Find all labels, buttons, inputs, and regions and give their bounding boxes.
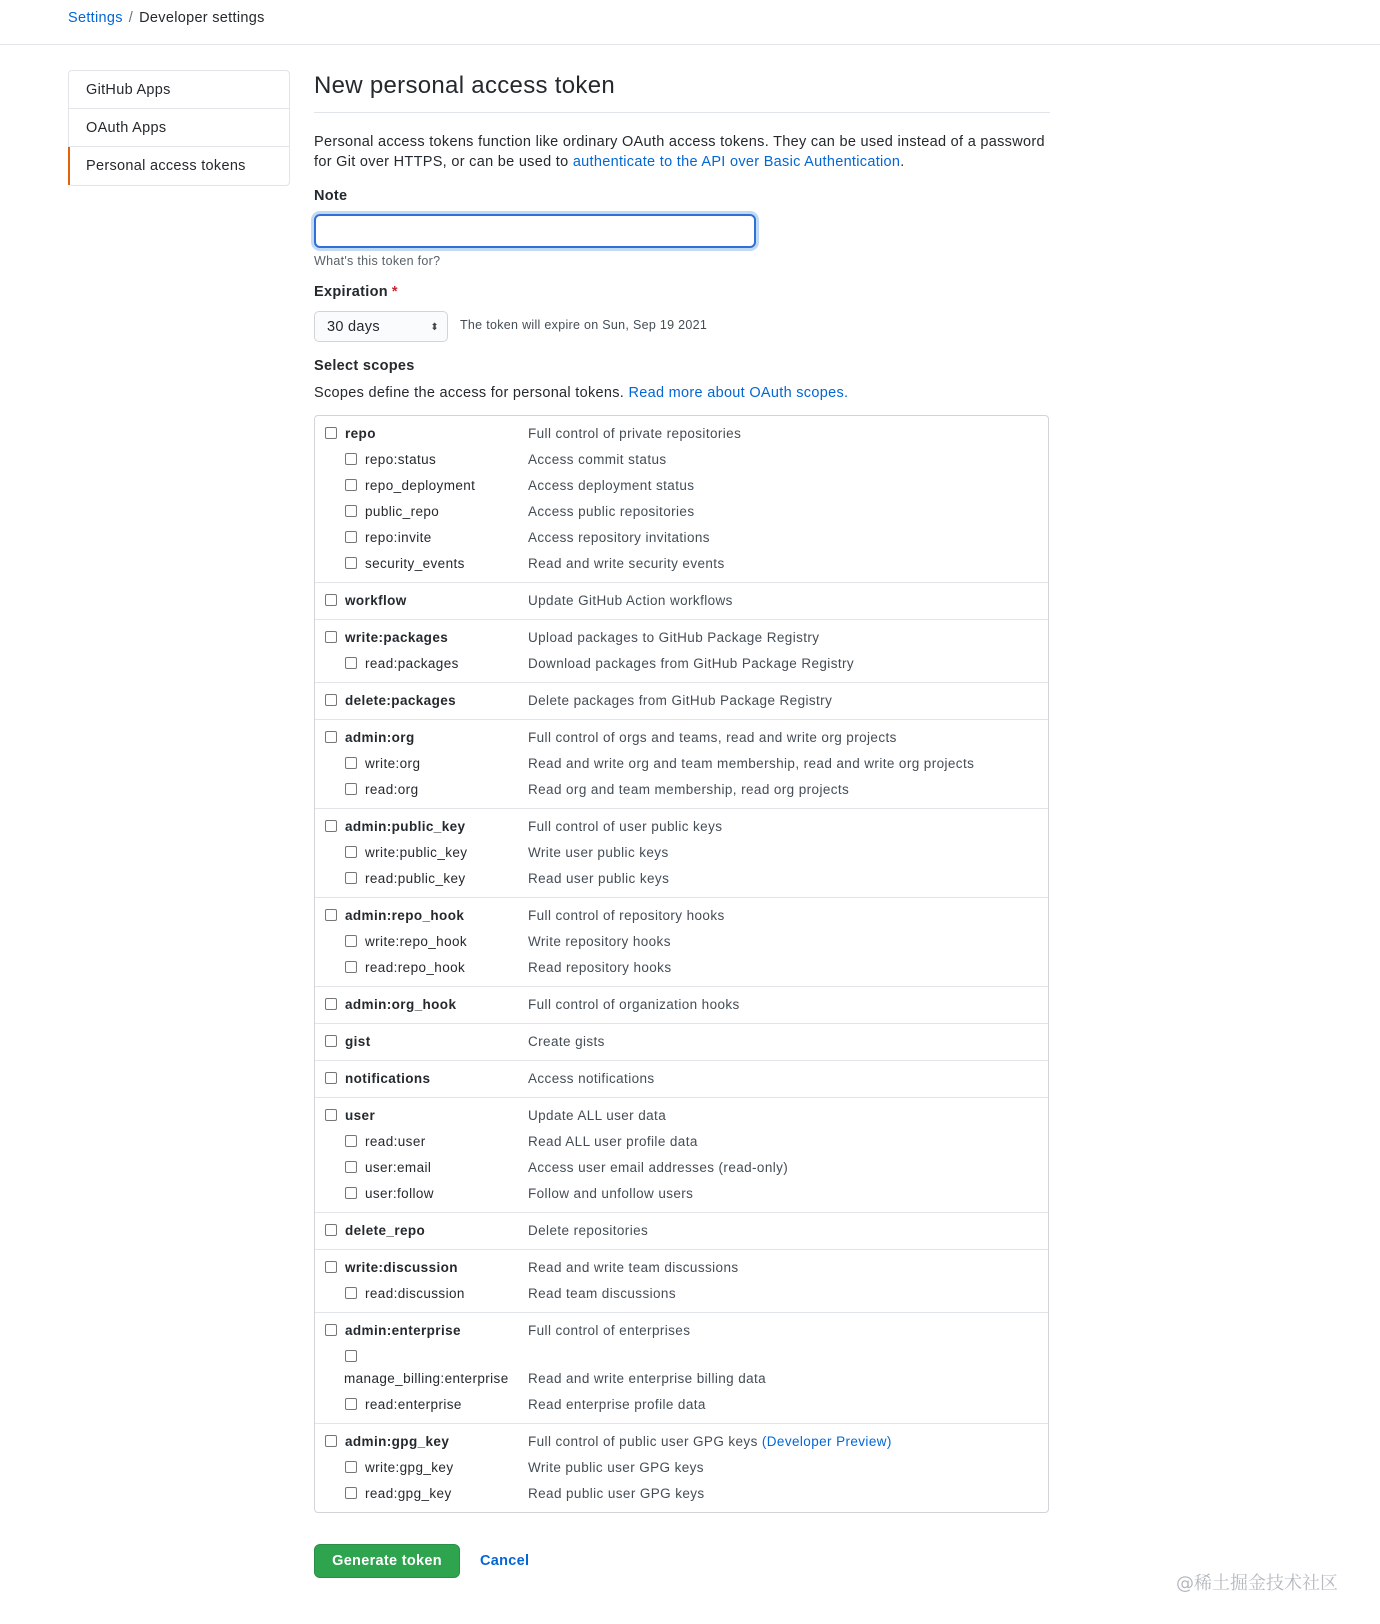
scope-checkbox[interactable] bbox=[345, 961, 357, 973]
scope-name: admin:repo_hook bbox=[345, 908, 465, 923]
intro-end: . bbox=[900, 154, 905, 170]
scope-name: public_repo bbox=[365, 504, 440, 519]
scopes-desc-text: Scopes define the access for personal tokens. bbox=[314, 385, 629, 401]
scope-checkbox[interactable] bbox=[345, 479, 357, 491]
scope-description-text: Full control of private repositories bbox=[528, 426, 742, 441]
scope-description bbox=[528, 1034, 605, 1049]
scope-description bbox=[528, 1160, 788, 1175]
sub-scope-row bbox=[315, 839, 1048, 865]
scope-name: gist bbox=[345, 1034, 371, 1049]
scope-description bbox=[528, 426, 741, 441]
scope-description bbox=[528, 452, 667, 467]
scope-checkbox[interactable] bbox=[345, 557, 357, 569]
scope-checkbox[interactable] bbox=[345, 846, 357, 858]
scope-row bbox=[315, 1065, 1048, 1091]
sub-scope-row bbox=[315, 446, 1048, 472]
sub-scope-row bbox=[315, 1343, 1048, 1391]
scope-description-text: Update ALL user data bbox=[528, 1108, 667, 1123]
scope-checkbox[interactable] bbox=[345, 657, 357, 669]
sub-scope-row bbox=[315, 1454, 1048, 1480]
scope-name: workflow bbox=[345, 593, 407, 608]
scope-description bbox=[528, 1186, 693, 1201]
scope-row bbox=[315, 1028, 1048, 1054]
scope-checkbox[interactable] bbox=[325, 820, 337, 832]
scopes-list bbox=[314, 415, 1049, 1513]
scope-name: delete_repo bbox=[345, 1223, 426, 1238]
scope-description bbox=[528, 656, 854, 671]
scope-checkbox[interactable] bbox=[345, 872, 357, 884]
sub-scope-row bbox=[315, 1128, 1048, 1154]
scope-checkbox[interactable] bbox=[345, 1487, 357, 1499]
scope-name: notifications bbox=[345, 1071, 431, 1086]
sub-scope-row bbox=[315, 750, 1048, 776]
scope-description-text: Access deployment status bbox=[528, 478, 695, 493]
scope-description bbox=[528, 1071, 655, 1086]
scope-name: read:discussion bbox=[365, 1286, 465, 1301]
scope-checkbox[interactable] bbox=[345, 531, 357, 543]
scope-name: admin:public_key bbox=[345, 819, 466, 834]
scope-description bbox=[528, 934, 671, 949]
scope-description bbox=[528, 693, 832, 708]
scope-description bbox=[528, 630, 819, 645]
scope-row bbox=[315, 724, 1048, 750]
scope-description bbox=[528, 819, 722, 834]
scope-checkbox[interactable] bbox=[325, 1035, 337, 1047]
scope-group bbox=[315, 1250, 1048, 1313]
expiration-selected-value: 30 days bbox=[327, 319, 380, 335]
scope-checkbox[interactable] bbox=[325, 694, 337, 706]
sub-scope-row bbox=[315, 524, 1048, 550]
page-title: New personal access token bbox=[314, 72, 1050, 113]
expiration-note: The token will expire on Sun, Sep 19 2021 bbox=[460, 318, 708, 332]
scope-description-text: Create gists bbox=[528, 1034, 605, 1049]
scope-name: admin:enterprise bbox=[345, 1323, 461, 1338]
select-caret-icon: ⬍ bbox=[430, 322, 439, 333]
sidebar-item-personal-access-tokens[interactable]: Personal access tokens bbox=[69, 147, 289, 185]
scope-checkbox[interactable] bbox=[325, 1261, 337, 1273]
scope-group bbox=[315, 683, 1048, 720]
scope-row bbox=[315, 1102, 1048, 1128]
scope-group bbox=[315, 720, 1048, 809]
scope-description bbox=[528, 1434, 892, 1449]
scope-description-text: Follow and unfollow users bbox=[528, 1186, 694, 1201]
scope-description bbox=[528, 1397, 706, 1412]
scope-description bbox=[528, 1260, 739, 1275]
scope-description-text: Access public repositories bbox=[528, 504, 695, 519]
scope-description bbox=[528, 1323, 690, 1338]
scope-checkbox[interactable] bbox=[345, 453, 357, 465]
expiration-select[interactable] bbox=[314, 311, 448, 342]
sidebar-item-oauth-apps[interactable]: OAuth Apps bbox=[69, 109, 289, 147]
scope-description-text: Write user public keys bbox=[528, 845, 669, 860]
scope-group bbox=[315, 583, 1048, 620]
scope-description-text: Read repository hooks bbox=[528, 960, 672, 975]
scope-row bbox=[315, 1428, 1048, 1454]
scope-description-text: Access notifications bbox=[528, 1071, 655, 1086]
scope-name: read:enterprise bbox=[365, 1397, 462, 1412]
scope-description bbox=[528, 478, 694, 493]
sidebar-item-github-apps[interactable]: GitHub Apps bbox=[69, 71, 289, 109]
scope-description bbox=[528, 1486, 705, 1501]
scope-description-text: Read and write org and team membership, read and write org projects bbox=[528, 756, 975, 771]
scope-row bbox=[315, 1217, 1048, 1243]
scope-checkbox[interactable] bbox=[345, 1398, 357, 1410]
scope-description bbox=[528, 997, 740, 1012]
scope-name: admin:gpg_key bbox=[345, 1434, 450, 1449]
scope-description-text: Read user public keys bbox=[528, 871, 670, 886]
scope-checkbox[interactable] bbox=[325, 731, 337, 743]
scope-description-text: Read and write security events bbox=[528, 556, 725, 571]
watermark: @稀土掘金技术社区 bbox=[1176, 1573, 1338, 1594]
sub-scope-row bbox=[315, 1280, 1048, 1306]
scope-description-text: Write repository hooks bbox=[528, 934, 671, 949]
scope-checkbox[interactable] bbox=[345, 505, 357, 517]
sub-scope-row bbox=[315, 650, 1048, 676]
note-input[interactable] bbox=[314, 214, 756, 248]
scope-checkbox[interactable] bbox=[345, 1461, 357, 1473]
breadcrumb-settings-link[interactable]: Settings bbox=[68, 10, 123, 26]
scope-name: admin:org bbox=[345, 730, 415, 745]
scope-group bbox=[315, 1024, 1048, 1061]
scope-description bbox=[528, 845, 669, 860]
top-bar bbox=[0, 0, 1380, 45]
scope-checkbox[interactable] bbox=[325, 1435, 337, 1447]
breadcrumb-current: Developer settings bbox=[139, 10, 265, 26]
scope-group bbox=[315, 416, 1048, 583]
scope-name: read:packages bbox=[365, 656, 459, 671]
scope-name: user:follow bbox=[365, 1186, 434, 1201]
scope-description-text: Full control of orgs and teams, read and write org projects bbox=[528, 730, 897, 745]
scope-row bbox=[315, 1317, 1048, 1343]
scope-group bbox=[315, 1061, 1048, 1098]
scope-description-text: Download packages from GitHub Package Registry bbox=[528, 656, 855, 671]
scope-description bbox=[528, 1223, 648, 1238]
scope-name: write:discussion bbox=[345, 1260, 458, 1275]
basic-auth-link[interactable]: authenticate to the API over Basic Authentication bbox=[572, 154, 901, 170]
scope-description-text: Access commit status bbox=[528, 452, 667, 467]
scope-row bbox=[315, 813, 1048, 839]
scope-description bbox=[528, 1134, 698, 1149]
scope-description bbox=[528, 593, 733, 608]
sub-scope-row bbox=[315, 865, 1048, 891]
scope-name: user bbox=[345, 1108, 376, 1123]
scope-checkbox[interactable] bbox=[325, 1224, 337, 1236]
scope-description-text: Read team discussions bbox=[528, 1286, 676, 1301]
scope-name: repo bbox=[345, 426, 376, 441]
scope-description-text: Full control of enterprises bbox=[528, 1323, 691, 1338]
scope-group bbox=[315, 1213, 1048, 1250]
cancel-link[interactable]: Cancel bbox=[480, 1553, 530, 1569]
scope-description bbox=[528, 871, 669, 886]
scope-checkbox[interactable] bbox=[345, 783, 357, 795]
scope-group bbox=[315, 809, 1048, 898]
scope-checkbox[interactable] bbox=[325, 998, 337, 1010]
required-mark: * bbox=[391, 284, 398, 300]
select-scopes-label: Select scopes bbox=[314, 358, 415, 374]
scope-checkbox[interactable] bbox=[325, 1324, 337, 1336]
intro-body: Personal access tokens function like ordinary OAuth access tokens. They can be used instead of a password for Git over HTTPS, or can be used to bbox=[314, 134, 1045, 170]
scope-description bbox=[528, 1460, 704, 1475]
sub-scope-row bbox=[315, 954, 1048, 980]
scope-description-text: Full control of user public keys bbox=[528, 819, 723, 834]
scope-checkbox[interactable] bbox=[345, 935, 357, 947]
scope-description bbox=[528, 530, 710, 545]
scope-name: read:public_key bbox=[365, 871, 466, 886]
scope-name: read:gpg_key bbox=[365, 1486, 452, 1501]
scope-description-text: Delete packages from GitHub Package Registry bbox=[528, 693, 833, 708]
sub-scope-row bbox=[315, 1391, 1048, 1417]
scope-name: repo:invite bbox=[365, 530, 432, 545]
breadcrumb bbox=[68, 10, 265, 26]
scope-description bbox=[528, 960, 671, 975]
scope-description bbox=[528, 504, 694, 519]
scope-row bbox=[315, 587, 1048, 613]
scope-checkbox[interactable] bbox=[345, 1161, 357, 1173]
scope-description-text: Read public user GPG keys bbox=[528, 1486, 705, 1501]
scope-name: repo:status bbox=[365, 452, 437, 467]
scope-checkbox[interactable] bbox=[345, 1187, 357, 1199]
scope-checkbox[interactable] bbox=[345, 757, 357, 769]
scope-checkbox[interactable] bbox=[325, 1109, 337, 1121]
scope-description-text: Access user email addresses (read-only) bbox=[528, 1160, 789, 1175]
scope-group bbox=[315, 1313, 1048, 1424]
scope-description-text: Access repository invitations bbox=[528, 530, 710, 545]
expiration-label bbox=[314, 284, 398, 300]
scope-checkbox[interactable] bbox=[345, 1350, 357, 1362]
scope-description bbox=[528, 1108, 666, 1123]
scope-row bbox=[315, 420, 1048, 446]
scope-name: write:repo_hook bbox=[365, 934, 468, 949]
scope-checkbox[interactable] bbox=[325, 594, 337, 606]
sub-scope-row bbox=[315, 550, 1048, 576]
scope-checkbox[interactable] bbox=[325, 1072, 337, 1084]
developer-settings-sidebar bbox=[68, 70, 290, 186]
scope-description bbox=[528, 782, 849, 797]
scope-row bbox=[315, 991, 1048, 1017]
note-hint: What's this token for? bbox=[314, 254, 441, 268]
scope-row bbox=[315, 687, 1048, 713]
scope-name: read:repo_hook bbox=[365, 960, 466, 975]
scope-description-text: Read enterprise profile data bbox=[528, 1397, 706, 1412]
scope-name: write:gpg_key bbox=[365, 1460, 454, 1475]
scope-checkbox[interactable] bbox=[325, 909, 337, 921]
scope-description-text: Read and write enterprise billing data bbox=[528, 1371, 767, 1386]
scope-name: delete:packages bbox=[345, 693, 457, 708]
sub-scope-row bbox=[315, 928, 1048, 954]
scope-description bbox=[528, 1286, 676, 1301]
expiration-label-text: Expiration bbox=[314, 284, 388, 300]
scope-description-text: Full control of repository hooks bbox=[528, 908, 725, 923]
scope-description bbox=[528, 730, 897, 745]
sub-scope-row bbox=[315, 472, 1048, 498]
scope-description-text: Read ALL user profile data bbox=[528, 1134, 698, 1149]
scope-name: security_events bbox=[365, 556, 465, 571]
scope-description-text: Full control of public user GPG keys bbox=[528, 1434, 762, 1449]
sub-scope-row bbox=[315, 498, 1048, 524]
sub-scope-row bbox=[315, 1180, 1048, 1206]
scope-group bbox=[315, 1424, 1048, 1512]
scope-name: manage_billing:enterprise bbox=[344, 1371, 509, 1386]
sub-scope-row bbox=[315, 1154, 1048, 1180]
note-label: Note bbox=[314, 188, 348, 204]
scope-checkbox[interactable] bbox=[325, 631, 337, 643]
scope-group bbox=[315, 1098, 1048, 1213]
scope-name: write:packages bbox=[345, 630, 449, 645]
scope-group bbox=[315, 620, 1048, 683]
scope-name: read:user bbox=[365, 1134, 426, 1149]
scope-row bbox=[315, 1254, 1048, 1280]
scope-name: read:org bbox=[365, 782, 419, 797]
scope-description-text: Read org and team membership, read org projects bbox=[528, 782, 850, 797]
breadcrumb-separator: / bbox=[128, 10, 134, 26]
scope-description-text: Write public user GPG keys bbox=[528, 1460, 704, 1475]
intro-text bbox=[314, 132, 1050, 172]
scope-description-text: Full control of organization hooks bbox=[528, 997, 740, 1012]
scope-name: repo_deployment bbox=[365, 478, 476, 493]
sub-scope-row bbox=[315, 1480, 1048, 1506]
scope-description-text: Delete repositories bbox=[528, 1223, 649, 1238]
sub-scope-row bbox=[315, 776, 1048, 802]
scope-checkbox[interactable] bbox=[325, 427, 337, 439]
scope-name: admin:org_hook bbox=[345, 997, 457, 1012]
scope-name: user:email bbox=[365, 1160, 432, 1175]
scopes-description bbox=[314, 385, 848, 401]
scope-checkbox[interactable] bbox=[345, 1135, 357, 1147]
scope-row bbox=[315, 624, 1048, 650]
scope-description-text: Upload packages to GitHub Package Registry bbox=[528, 630, 820, 645]
scope-description-text: Update GitHub Action workflows bbox=[528, 593, 733, 608]
scope-description bbox=[528, 756, 974, 771]
scope-description bbox=[528, 908, 725, 923]
scope-name: write:org bbox=[365, 756, 421, 771]
scope-description-text: Read and write team discussions bbox=[528, 1260, 739, 1275]
scope-name: write:public_key bbox=[365, 845, 468, 860]
scope-group bbox=[315, 987, 1048, 1024]
scope-checkbox[interactable] bbox=[345, 1287, 357, 1299]
generate-token-button[interactable]: Generate token bbox=[314, 1544, 460, 1578]
scope-row bbox=[315, 902, 1048, 928]
oauth-scopes-link[interactable]: Read more about OAuth scopes. bbox=[628, 385, 849, 401]
developer-preview-link[interactable]: (Developer Preview) bbox=[761, 1434, 892, 1449]
scope-group bbox=[315, 898, 1048, 987]
scope-description bbox=[528, 1371, 766, 1386]
scope-description bbox=[528, 556, 725, 571]
